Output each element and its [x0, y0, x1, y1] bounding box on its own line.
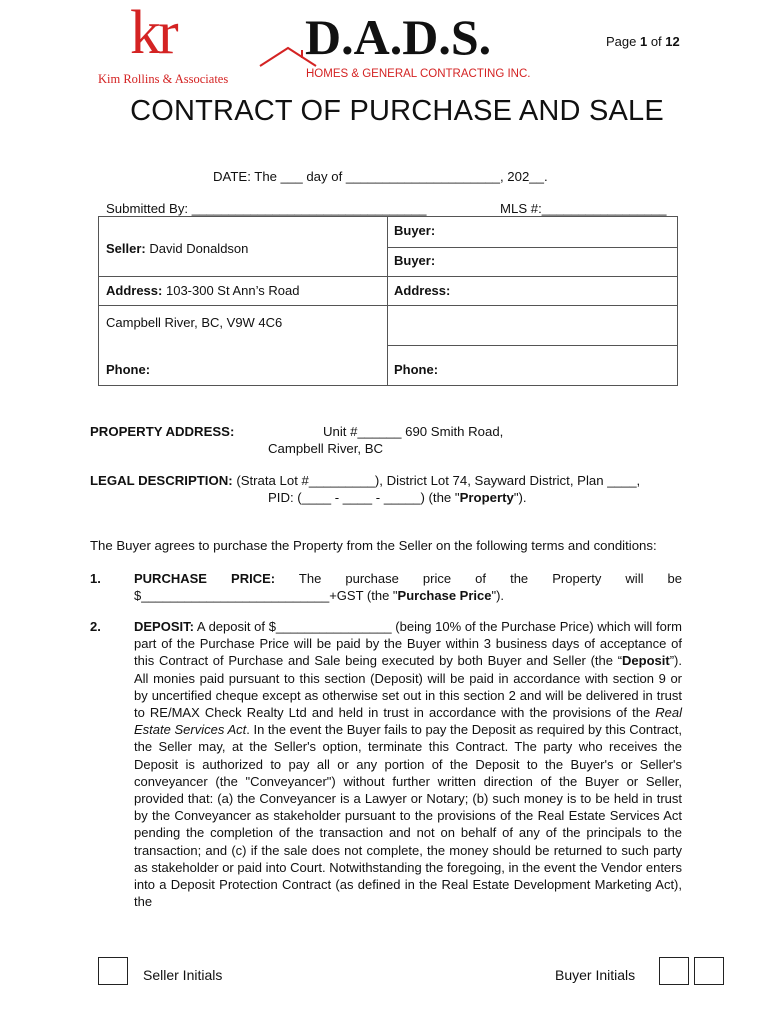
seller-address-cell[interactable]: Address: 103-300 St Ann’s Road [106, 283, 300, 298]
clause-1-number: 1. [90, 571, 101, 586]
buyer-1-cell[interactable]: Buyer: [394, 223, 436, 238]
seller-phone-cell[interactable]: Phone: [106, 362, 151, 377]
intro-text: The Buyer agrees to purchase the Property from the Seller on the following terms and conditions: [90, 538, 657, 553]
page-indicator: Page 1 of 12 [606, 34, 680, 49]
buyer-initials-box-1[interactable] [659, 957, 689, 985]
kr-logo-subtitle: Kim Rollins & Associates [98, 72, 229, 86]
buyer-phone-cell[interactable]: Phone: [394, 362, 439, 377]
clause-1-line2: $__________________________+GST (the "Purchase Price"). [134, 588, 505, 603]
property-address-label: PROPERTY ADDRESS: [90, 424, 235, 439]
page-total: 12 [665, 34, 680, 49]
seller-address: 103-300 St Ann’s Road [165, 283, 300, 298]
seller-cell[interactable]: Seller: David Donaldson [106, 241, 249, 256]
table-rule [387, 345, 677, 346]
page-current: 1 [639, 34, 648, 49]
seller-city: Campbell River, BC, V9W 4C6 [106, 315, 283, 330]
seller-initials-box[interactable] [98, 957, 128, 985]
table-rule [99, 305, 677, 306]
table-rule [99, 276, 677, 277]
buyer-2-cell[interactable]: Buyer: [394, 253, 436, 268]
clause-2-deposit: DEPOSIT: A deposit of $________________ (being 10% of the Purchase Price) which will form part of the Purchase Price will be paid by the Buyer within 3 business days of acceptance of this Contract of Purchase and Sale being executed by both Buyer and Seller (the “Deposit”). All monies paid pursuant to this section (Deposit) will be paid in accordance with section 9 or by uncertified cheque except as otherwise set out in this section 2 and will be delivered in trust to RE/MAX Check Realty Ltd and held in trust in accordance with the provisions of the Real Estate Services Act. In the event the Buyer fails to pay the Deposit as required by this Contract, the Seller may, at the Seller's option, terminate this Contract. The party who receives the Deposit is authorized to pay all or any portion of the Deposit to the Buyer's or Seller's conveyancer (the "Conveyancer") without further written direction of the Buyer or Seller, provided that: (a) the Conveyancer is a Lawyer or Notary; (b) such money is to be held in trust by the Conveyancer as stakeholder pursuant to the provisions of the Real Estate Services Act pending the completion of the transaction and not on behalf of any of the principals to the transaction; and (c) if the sale does not complete, the money should be returned to such party as stakeholder or paid into Court. Notwithstanding the foregoing, in the event the Vendor enters into a Deposit Protection Contract (as defined in the Real Estate Development Marketing Act), the [134, 619, 682, 910]
dads-logo-subtitle: HOMES & GENERAL CONTRACTING INC. [306, 68, 531, 80]
legal-description-label: LEGAL DESCRIPTION: [90, 473, 233, 488]
submitted-by-field[interactable]: Submitted By: ________________________________ [106, 201, 427, 216]
buyer-address-cell[interactable]: Address: [394, 283, 451, 298]
parties-table [98, 216, 678, 386]
seller-initials-label: Seller Initials [143, 967, 223, 983]
kr-logo: kr [130, 0, 176, 67]
buyer-initials-label: Buyer Initials [555, 967, 636, 983]
legal-description-pid: PID: (____ - ____ - _____) (the "Property"). [268, 490, 527, 505]
clause-2-number: 2. [90, 619, 101, 634]
legal-description: LEGAL DESCRIPTION: (Strata Lot #_________), District Lot 74, Sayward District, Plan ____, [90, 473, 641, 488]
table-divider [387, 217, 388, 385]
page-title: CONTRACT OF PURCHASE AND SALE [130, 95, 664, 127]
clause-1-line1: PURCHASE PRICE: The purchase price of the Property will be [134, 571, 682, 586]
property-address-line2: Campbell River, BC [268, 441, 384, 456]
mls-field[interactable]: MLS #:_________________ [500, 201, 667, 216]
buyer-initials-box-2[interactable] [694, 957, 724, 985]
table-rule [387, 247, 677, 248]
property-address-line1: Unit #______ 690 Smith Road, [323, 424, 504, 439]
dads-logo: D.A.D.S. [305, 9, 492, 65]
seller-name: David Donaldson [149, 241, 249, 256]
date-line[interactable]: DATE: The ___ day of _____________________, 202__. [213, 169, 548, 184]
